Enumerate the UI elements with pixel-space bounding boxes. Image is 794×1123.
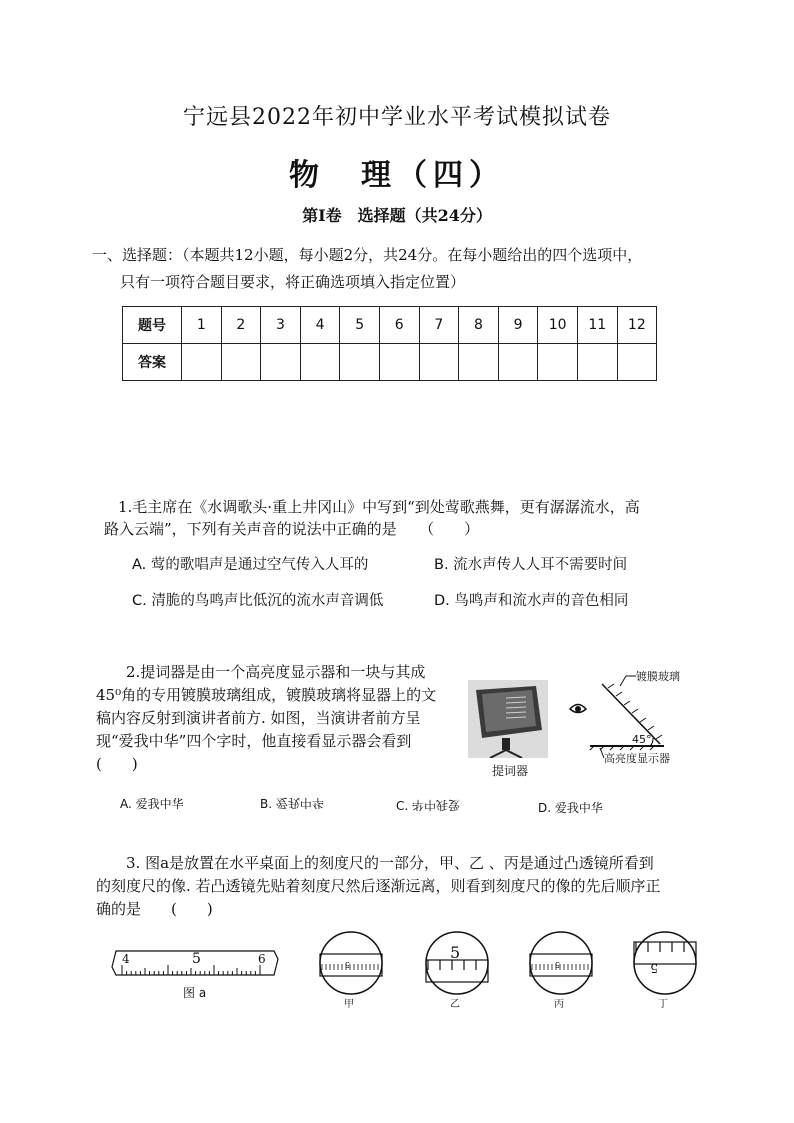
- answer-cell-4[interactable]: [300, 344, 340, 381]
- question-2-line3: 稿内容反射到演讲者前方. 如图，当演讲者前方呈: [96, 709, 421, 727]
- display-label: 高亮度显示器: [604, 752, 670, 765]
- ruler-figure-a: [110, 945, 280, 985]
- lens-label-bing: 丙: [554, 999, 564, 1010]
- teleprompter-diagram: [560, 664, 700, 774]
- answer-cell-6[interactable]: [379, 344, 419, 381]
- number-cell: 9: [498, 307, 538, 344]
- q1-option-a: A. 莺的歌唱声是通过空气传入人耳的: [132, 557, 369, 573]
- eye-icon: [570, 705, 586, 713]
- lens-label-ding: 丁: [658, 999, 668, 1010]
- ruler-number-5: 5: [192, 951, 201, 967]
- question-2-line5: ( ): [96, 755, 138, 773]
- lens-image-yi: [424, 930, 490, 996]
- teleprompter-photo: [468, 680, 548, 758]
- number-cell: 4: [300, 307, 340, 344]
- subject-title: 物 理（四）: [289, 158, 505, 193]
- question-2-line1: 2.提词器是由一个高亮度显示器和一块与其成: [126, 663, 426, 681]
- question-3-line3: 确的是 ( ): [96, 900, 213, 918]
- teleprompter-illustration: [468, 680, 548, 758]
- q1-option-b: B. 流水声传人人耳不需要时间: [434, 557, 628, 573]
- q2-option-c: [396, 797, 460, 814]
- row-label-answer: 答案: [123, 344, 182, 381]
- answer-cell-8[interactable]: [459, 344, 499, 381]
- lens-image-ding: [632, 930, 698, 996]
- q2-option-a-text: 爱我中华: [135, 797, 184, 811]
- exam-title: 宁远县2022年初中学业水平考试模拟试卷: [183, 105, 611, 130]
- instructions: [92, 242, 732, 296]
- answer-cell-10[interactable]: [538, 344, 578, 381]
- answer-cell-2[interactable]: [221, 344, 261, 381]
- lens-label-yi: 乙: [450, 999, 460, 1010]
- teleprompter-caption: 提词器: [492, 764, 529, 778]
- question-2-line4: 现“爱我中华”四个字时，他直接看显示器会看到: [96, 732, 412, 750]
- question-1-line1: 1.毛主席在《水调歌头·重上井冈山》中写到“到处莺歌燕舞，更有潺潺流水，高: [118, 498, 640, 516]
- number-cell: 6: [379, 307, 419, 344]
- answer-table: [122, 306, 657, 381]
- q2-option-c-text: 爱我中华: [412, 798, 461, 812]
- answer-table-number-row: [123, 307, 657, 344]
- q2-option-b-letter: B.: [260, 797, 273, 811]
- glass-label: 镀膜玻璃: [636, 670, 680, 683]
- answer-table-answer-row: [123, 344, 657, 381]
- row-label-number: 题号: [123, 307, 182, 344]
- glass-hatching: [608, 684, 662, 739]
- instructions-line1: 一、选择题：（本题共12小题，每小题2分，共24分。在每小题给出的四个选项中，: [92, 246, 643, 264]
- number-cell: 10: [538, 307, 578, 344]
- q1-option-d: D. 鸟鸣声和流水声的音色相同: [434, 593, 629, 609]
- q2-option-d-letter: D.: [538, 801, 552, 815]
- ruler-number-6: 6: [258, 952, 266, 966]
- lens-jia-digit: 5: [344, 960, 350, 969]
- angle-label: 45°: [632, 733, 652, 746]
- question-1-line2: 路入云端”，下列有关声音的说法中正确的是 （ ）: [104, 520, 480, 538]
- lens-image-bing: [528, 930, 594, 996]
- number-cell: 1: [182, 307, 222, 344]
- question-3-line2: 的刻度尺的像. 若凸透镜先贴着刻度尺然后逐渐远离，则看到刻度尺的像的先后顺序正: [96, 877, 661, 895]
- q2-option-b-text: 爱我中华: [275, 796, 324, 810]
- ruler-number-4: 4: [122, 952, 130, 966]
- glass-label-leader-slant: [620, 676, 626, 686]
- ruler-caption: 图 a: [183, 986, 207, 1000]
- answer-cell-1[interactable]: [182, 344, 222, 381]
- answer-cell-3[interactable]: [261, 344, 301, 381]
- number-cell: 5: [340, 307, 380, 344]
- number-cell: 2: [221, 307, 261, 344]
- answer-cell-7[interactable]: [419, 344, 459, 381]
- lens-image-jia: [318, 930, 384, 996]
- number-cell: 12: [617, 307, 657, 344]
- question-3-line1: 3. 图a是放置在水平桌面上的刻度尺的一部分，甲、乙 、丙是通过凸透镜所看到: [126, 854, 654, 872]
- section-title: 第Ⅰ卷 选择题（共24分）: [302, 206, 492, 225]
- q2-option-d: [538, 799, 603, 816]
- lens-bing-digit: 5: [554, 960, 560, 969]
- q2-option-a-letter: A.: [120, 797, 132, 811]
- number-cell: 3: [261, 307, 301, 344]
- lens-label-jia: 甲: [344, 999, 354, 1010]
- lens-ding-digit: 5: [650, 961, 658, 975]
- number-cell: 8: [459, 307, 499, 344]
- number-cell: 11: [577, 307, 617, 344]
- answer-cell-9[interactable]: [498, 344, 538, 381]
- answer-cell-11[interactable]: [577, 344, 617, 381]
- answer-cell-5[interactable]: [340, 344, 380, 381]
- q2-option-a: [120, 795, 184, 812]
- answer-cell-12[interactable]: [617, 344, 657, 381]
- number-cell: 7: [419, 307, 459, 344]
- instructions-line2: 只有一项符合题目要求，将正确选项填入指定位置）: [120, 273, 466, 291]
- question-2-line2: 45⁰角的专用镀膜玻璃组成，镀膜玻璃将显器上的文: [96, 686, 437, 704]
- q2-option-d-text: 爱我中华: [554, 801, 603, 815]
- q1-option-c: C. 清脆的鸟鸣声比低沉的流水声音调低: [132, 593, 384, 609]
- q2-option-b: [260, 795, 324, 812]
- lens-yi-digit: 5: [450, 943, 461, 962]
- q2-option-c-letter: C.: [396, 799, 409, 813]
